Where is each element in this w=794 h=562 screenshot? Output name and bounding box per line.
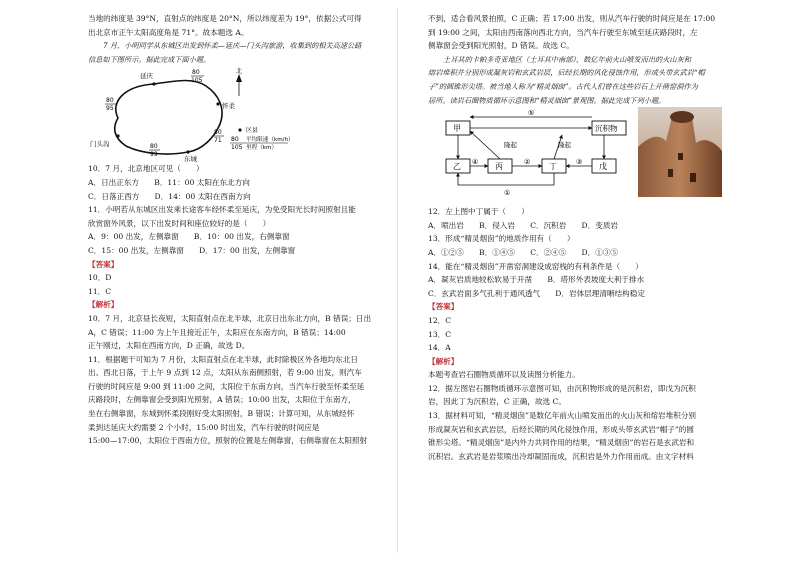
highway-loop: [115, 81, 222, 155]
option-line: A．①②⑤ B．①④⑤ C．②④⑤ D．①③⑤: [428, 247, 619, 257]
option-line: C．玄武岩面多气孔利于通风透气 D．岩体层理清晰结构稳定: [428, 288, 645, 298]
figure-row: [428, 107, 750, 205]
analysis-heading: 【解析】: [428, 356, 459, 366]
highway-map-svg: [88, 66, 388, 162]
intro-line: 居所。读岩石圈物质循环示意图和“精灵烟囱”景观图。据此完成下列小题。: [428, 95, 666, 105]
intro-line: 熔岩堆积并分别形成凝灰岩和玄武岩层，后经长期的风化侵蚀作用，形成头带玄武岩“帽: [428, 68, 705, 78]
analysis-line: 庆路段时，左侧靠窗会受到阳光照射，A 错误；10:00 出发，太阳位于东南方，: [88, 395, 356, 405]
city-dot: [216, 103, 219, 106]
legend-speed-label: 平均限速（km/h）: [246, 137, 294, 144]
intro-line: 7 月，小明同学从东城区出发到怀柔—延庆—门头沟旅游，收集到的相关高速公路: [103, 41, 362, 51]
analysis-line: 锥形尖塔。“精灵烟囱”是内外力共同作用的结果，“精灵烟囱”的岩石是玄武岩和: [428, 438, 695, 448]
analysis-line: 坐在右侧靠窗，东城到怀柔段刚好受太阳照射，B 错误；计算可知，从东城经怀: [88, 409, 355, 419]
question-line: 欣赏窗外风景，以下出发时间和座位较好的是（ ）: [88, 218, 271, 228]
legend-mileage-label: 里程（km）: [246, 145, 278, 152]
speed-limit: 80: [214, 129, 222, 137]
mileage: 71: [214, 137, 222, 145]
question-line: 13．形成“精灵烟囱”的地质作用有（ ）: [428, 234, 575, 244]
city-dot: [186, 151, 189, 154]
place-yanqing: 延庆: [140, 72, 153, 81]
legend-mileage: 105: [231, 144, 243, 152]
analysis-line: A，C 错误；11:00 为上午且接近正午，太阳应在东南方向，B 错误；14:00: [88, 327, 346, 337]
text-line: 不到，适合看风景拍照，C 正确；若 17:00 出发，则从汽车行驶的时间应是在 17:00: [428, 14, 716, 23]
arrow-label: ③: [576, 158, 583, 167]
option-line: A．9：00 出发，左侧靠窗 B．10：00 出发，右侧靠窗: [88, 232, 290, 242]
label-yi: 乙: [453, 162, 461, 172]
option-line: C．日落正西方 D．14：00 太阳在西南方向: [88, 191, 251, 201]
arrow-label: 隆起: [504, 141, 517, 150]
text-line: 侧靠窗会受到阳光照射，D 错误。故选 C。: [428, 41, 574, 51]
speed-limit: 80: [106, 97, 114, 105]
rock-cycle-diagram: [442, 109, 632, 205]
option-line: C．15：00 出发，左侧靠窗 D．17：00 出发，左侧靠窗: [88, 245, 296, 255]
analysis-line: 正午刚过，太阳在西南方向，D 正确，故选 D。: [88, 341, 250, 351]
legend-area-label: 区县: [246, 127, 259, 135]
analysis-line: 行驶的时间应是 9:00 到 11:00 之间，太阳位于东南方向，当汽车行驶至怀柔至延: [88, 381, 365, 391]
analysis-line: 出、西北日落，于上午 9 点到 12 点，太阳从东南侧照射，若 9:00 出发，则汽车: [88, 368, 362, 378]
north-label: 北: [236, 68, 243, 76]
question-line: 10．7 月，北京地区可见（ ）: [88, 164, 204, 174]
answer-heading: 【答案】: [88, 259, 119, 269]
speed-limit: 80: [192, 69, 200, 77]
column-divider: [397, 8, 398, 553]
highway-map: [88, 66, 388, 162]
legend-dot-icon: [238, 129, 241, 132]
analysis-line: 11．根据题干可知为 7 月份，太阳直射点在北半球，此时除极区外各地均东北日: [88, 354, 358, 364]
left-column: [88, 12, 388, 448]
right-column: [428, 12, 750, 463]
city-dot: [116, 135, 119, 138]
place-huairou: 怀柔: [222, 102, 235, 111]
analysis-heading: 【解析】: [88, 300, 119, 310]
answer-line: 10．D: [88, 273, 112, 283]
analysis-line: 12．据左图岩石圈物质循环示意图可知，由沉积物形成的是沉积岩，即戊为沉积: [428, 383, 696, 393]
fairy-chimney-photo: [638, 107, 722, 197]
intro-line: 土耳其的卡帕多奇亚地区（土耳其中南部），数亿年前火山喷发而出的火山灰和: [443, 54, 691, 64]
north-arrow-icon: [236, 74, 242, 96]
mileage: 99: [150, 151, 158, 159]
option-line: A．喷出岩 B．侵入岩 C．沉积岩 D．变质岩: [428, 220, 619, 230]
place-mentougou: 门头沟: [90, 140, 110, 149]
label-sediment: 沉积物: [595, 124, 618, 134]
analysis-line: 岩，因此丁为沉积岩，C 正确，故选 C。: [428, 397, 566, 407]
label-wu: 戊: [599, 162, 607, 172]
option-line: A．凝灰岩质地较松软易于开凿 B．塔形外表坡度大利于排水: [428, 275, 645, 285]
answer-line: 13．C: [428, 329, 452, 339]
speed-limit: 80: [150, 143, 158, 151]
analysis-line: 本题考查岩石圈物质循环以及读图分析能力。: [428, 370, 580, 380]
option-line: A．日出正东方 B．11：00 太阳在东北方向: [88, 177, 250, 187]
intro-line: 信息如下图所示。据此完成下面小题。: [88, 54, 211, 64]
city-dot: [152, 83, 155, 86]
mileage: 105: [191, 77, 203, 85]
label-ding: 丁: [549, 162, 557, 172]
label-bing: 丙: [495, 162, 503, 172]
analysis-line: 柔到达延庆大约需要 2 个小时，15:00 时出发，汽车行驶的时间应是: [88, 422, 320, 432]
analysis-line: 15:00—17:00，太阳位于西南方位，照射的位置是左侧靠窗，右侧靠窗在太阳照射: [88, 436, 368, 446]
text-line: 到 19:00 之间，太阳由西南落向西北方向，当汽车行驶至东城至延庆路段时，左: [428, 27, 698, 37]
analysis-line: 13．据材料可知，“精灵烟囱”是数亿年前火山喷发而出的火山灰和熔岩堆积分别: [428, 411, 697, 421]
arrow-label: ④: [472, 158, 479, 167]
text-line: 出北京市正午太阳高度角是 71°。故本题选 A。: [88, 27, 249, 37]
answer-heading: 【答案】: [428, 302, 459, 312]
text-line: 当地的纬度是 39°N，直射点的纬度是 20°N，所以纬度差为 19°，依据公式可得: [88, 14, 362, 23]
answer-line: 12．C: [428, 315, 452, 325]
answer-line: 11．C: [88, 286, 112, 296]
answer-line: 14．A: [428, 343, 451, 353]
analysis-line: 10．7 月，北京昼长夜短，太阳直射点在北半球，北京日出东北方向，B 错误；日出: [88, 313, 372, 323]
intro-line: 子”的圆锥形尖塔。被当地人称为“精灵烟囱”。古代人们曾在这些岩石上开凿窑洞作为: [428, 81, 698, 91]
arrow-label: ②: [524, 158, 531, 167]
label-jia: 甲: [453, 124, 461, 134]
question-line: 14．能在“精灵烟囱”开凿窑洞建设成窑栈的有利条件是（ ）: [428, 261, 643, 271]
arrow-label: 隆起: [558, 141, 571, 150]
analysis-line: 沉积岩。玄武岩是岩浆喷出冷却凝固而成，沉积岩是外力作用而成。由文字材料: [428, 451, 694, 461]
mileage: 95: [106, 105, 114, 113]
arrow-label: ⑤: [528, 109, 535, 118]
analysis-line: 形成凝灰岩和玄武岩层，后经长期的风化侵蚀作用，形成头带玄武岩“帽子”的圆: [428, 424, 694, 434]
place-dongcheng: 东城: [184, 155, 197, 163]
question-line: 12．左上图中丁属于（ ）: [428, 207, 529, 217]
legend-speed: 80: [231, 136, 239, 144]
arrow-label: ①: [504, 189, 511, 198]
question-line: 11．小明若从东城区出发乘长途客车经怀柔至延庆，为免受阳光长时间照射且能: [88, 205, 356, 215]
